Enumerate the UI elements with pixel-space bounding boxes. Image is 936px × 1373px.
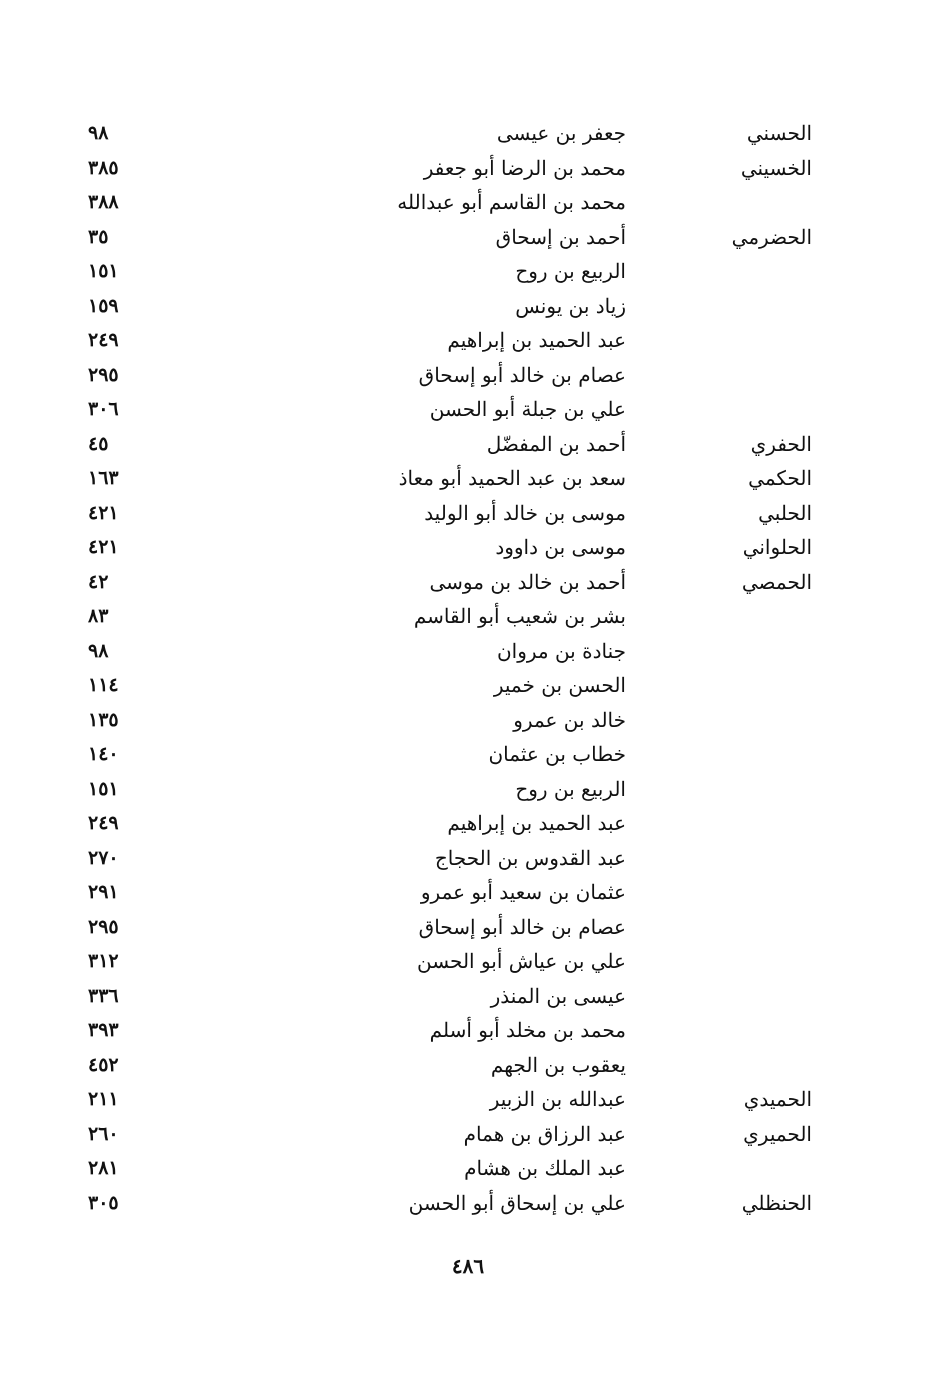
person-name: موسى بن خالد أبو الوليد bbox=[424, 500, 626, 525]
page-reference: ٢٤٩ bbox=[88, 329, 119, 351]
index-row bbox=[0, 979, 936, 1014]
page-reference: ٢١١ bbox=[88, 1088, 119, 1110]
index-row bbox=[0, 1117, 936, 1152]
index-row bbox=[0, 461, 936, 496]
page-reference: ٢٨١ bbox=[88, 1157, 119, 1179]
person-name: خالد بن عمرو bbox=[513, 707, 626, 732]
nisba-label: الحميري bbox=[743, 1121, 812, 1146]
person-name: عيسى بن المنذر bbox=[490, 983, 626, 1008]
nisba-label: الحمصي bbox=[741, 569, 812, 594]
index-row bbox=[0, 875, 936, 910]
person-name: محمد بن الرضا أبو جعفر bbox=[423, 155, 626, 180]
person-name: عبد الحميد بن إبراهيم bbox=[447, 811, 626, 835]
page-reference: ١٦٣ bbox=[88, 467, 119, 489]
page-reference: ٩٨ bbox=[88, 122, 109, 144]
index-row bbox=[0, 772, 936, 807]
index-row bbox=[0, 1186, 936, 1221]
page-reference: ٢٩٥ bbox=[88, 915, 119, 938]
page-reference: ٢٤٩ bbox=[88, 812, 119, 834]
index-row bbox=[0, 496, 936, 531]
index-row bbox=[0, 565, 936, 600]
index-row bbox=[0, 323, 936, 358]
page-reference: ٣٩٣ bbox=[88, 1019, 119, 1041]
page-reference: ٨٣ bbox=[88, 605, 109, 627]
index-row bbox=[0, 220, 936, 255]
person-name: عبد الحميد بن إبراهيم bbox=[447, 328, 626, 352]
page-reference: ١٥١ bbox=[88, 777, 119, 800]
person-name: الحسن بن خمير bbox=[493, 673, 626, 697]
index-row bbox=[0, 358, 936, 393]
nisba-label: الحفري bbox=[750, 431, 812, 456]
page-reference: ٢٧٠ bbox=[88, 846, 119, 869]
page-reference: ٤٢١ bbox=[88, 536, 119, 558]
person-name: سعد بن عبد الحميد أبو معاذ bbox=[398, 466, 626, 490]
page-reference: ١٥١ bbox=[88, 260, 119, 282]
index-row bbox=[0, 185, 936, 220]
person-name: عثمان بن سعيد أبو عمرو bbox=[420, 880, 626, 904]
nisba-label: الحميدي bbox=[743, 1087, 812, 1111]
person-name: الربيع بن روح bbox=[515, 776, 626, 801]
page-reference: ٢٦٠ bbox=[88, 1122, 119, 1145]
page-reference: ٣١٢ bbox=[88, 950, 119, 972]
index-row bbox=[0, 668, 936, 703]
index-row bbox=[0, 634, 936, 669]
index-row bbox=[0, 392, 936, 427]
person-name: عبد الملك بن هشام bbox=[464, 1156, 626, 1180]
index-row bbox=[0, 806, 936, 841]
person-name: بشر بن شعيب أبو القاسم bbox=[413, 604, 626, 628]
index-row bbox=[0, 599, 936, 634]
person-name: خطاب بن عثمان bbox=[488, 742, 626, 766]
person-name: الربيع بن روح bbox=[515, 259, 626, 283]
person-name: موسى بن داوود bbox=[495, 535, 626, 559]
person-name: أحمد بن خالد بن موسى bbox=[429, 569, 626, 594]
index-row bbox=[0, 944, 936, 979]
page-reference: ٤٥ bbox=[88, 432, 109, 455]
page-reference: ١٥٩ bbox=[88, 294, 119, 317]
page-reference: ٤٥٢ bbox=[88, 1053, 119, 1076]
person-name: علي بن جبلة أبو الحسن bbox=[429, 397, 626, 421]
index-row bbox=[0, 703, 936, 738]
index-row bbox=[0, 841, 936, 876]
nisba-label: الحلواني bbox=[742, 535, 812, 559]
index-row bbox=[0, 151, 936, 186]
person-name: جنادة بن مروان bbox=[496, 638, 626, 663]
person-name: علي بن عياش أبو الحسن bbox=[416, 949, 626, 973]
person-name: زياد بن يونس bbox=[515, 293, 626, 318]
person-name: عصام بن خالد أبو إسحاق bbox=[418, 914, 626, 939]
page-reference: ٣٠٦ bbox=[88, 398, 119, 420]
index-row bbox=[0, 1082, 936, 1117]
page-number: ٤٨٦ bbox=[451, 1254, 485, 1278]
nisba-label: الحنظلي bbox=[741, 1190, 812, 1215]
page-reference: ٣٣٦ bbox=[88, 984, 119, 1007]
page-reference: ٣٠٥ bbox=[88, 1191, 119, 1214]
nisba-label: الخسيني bbox=[740, 155, 812, 180]
index-row bbox=[0, 530, 936, 565]
page-reference: ٣٥ bbox=[88, 225, 109, 248]
page-reference: ٢٩٥ bbox=[88, 363, 119, 386]
index-row bbox=[0, 1013, 936, 1048]
page-reference: ٣٨٨ bbox=[88, 191, 119, 213]
page-reference: ٣٨٥ bbox=[88, 156, 119, 179]
page-reference: ١١٤ bbox=[88, 674, 119, 696]
index-row bbox=[0, 737, 936, 772]
person-name: علي بن إسحاق أبو الحسن bbox=[408, 1190, 626, 1215]
person-name: يعقوب بن الجهم bbox=[490, 1052, 626, 1077]
index-row bbox=[0, 289, 936, 324]
index-row bbox=[0, 910, 936, 945]
person-name: عبدالله بن الزبير bbox=[489, 1087, 626, 1111]
person-name: أحمد بن إسحاق bbox=[495, 224, 626, 249]
person-name: محمد بن مخلد أبو أسلم bbox=[429, 1018, 626, 1042]
nisba-label: الحسني bbox=[746, 121, 812, 145]
person-name: عبد القدوس بن الحجاج bbox=[434, 845, 626, 870]
page-reference: ٩٨ bbox=[88, 639, 109, 662]
page-reference: ١٤٠ bbox=[88, 743, 119, 765]
nisba-label: الحلبي bbox=[758, 500, 812, 525]
page-reference: ٢٩١ bbox=[88, 881, 119, 903]
index-table bbox=[0, 116, 936, 1220]
index-row bbox=[0, 116, 936, 151]
person-name: جعفر بن عيسى bbox=[496, 121, 626, 145]
nisba-label: الحضرمي bbox=[731, 224, 812, 249]
person-name: محمد بن القاسم أبو عبدالله bbox=[397, 190, 626, 214]
index-row bbox=[0, 1151, 936, 1186]
index-row bbox=[0, 1048, 936, 1083]
person-name: أحمد بن المفضّل bbox=[486, 431, 626, 456]
index-row bbox=[0, 427, 936, 462]
page-reference: ٤٢ bbox=[88, 570, 109, 593]
nisba-label: الحكمي bbox=[748, 466, 812, 490]
page-reference: ٤٢١ bbox=[88, 501, 119, 524]
person-name: عصام بن خالد أبو إسحاق bbox=[418, 362, 626, 387]
index-row bbox=[0, 254, 936, 289]
person-name: عبد الرزاق بن همام bbox=[463, 1121, 626, 1146]
page-reference: ١٣٥ bbox=[88, 708, 119, 731]
